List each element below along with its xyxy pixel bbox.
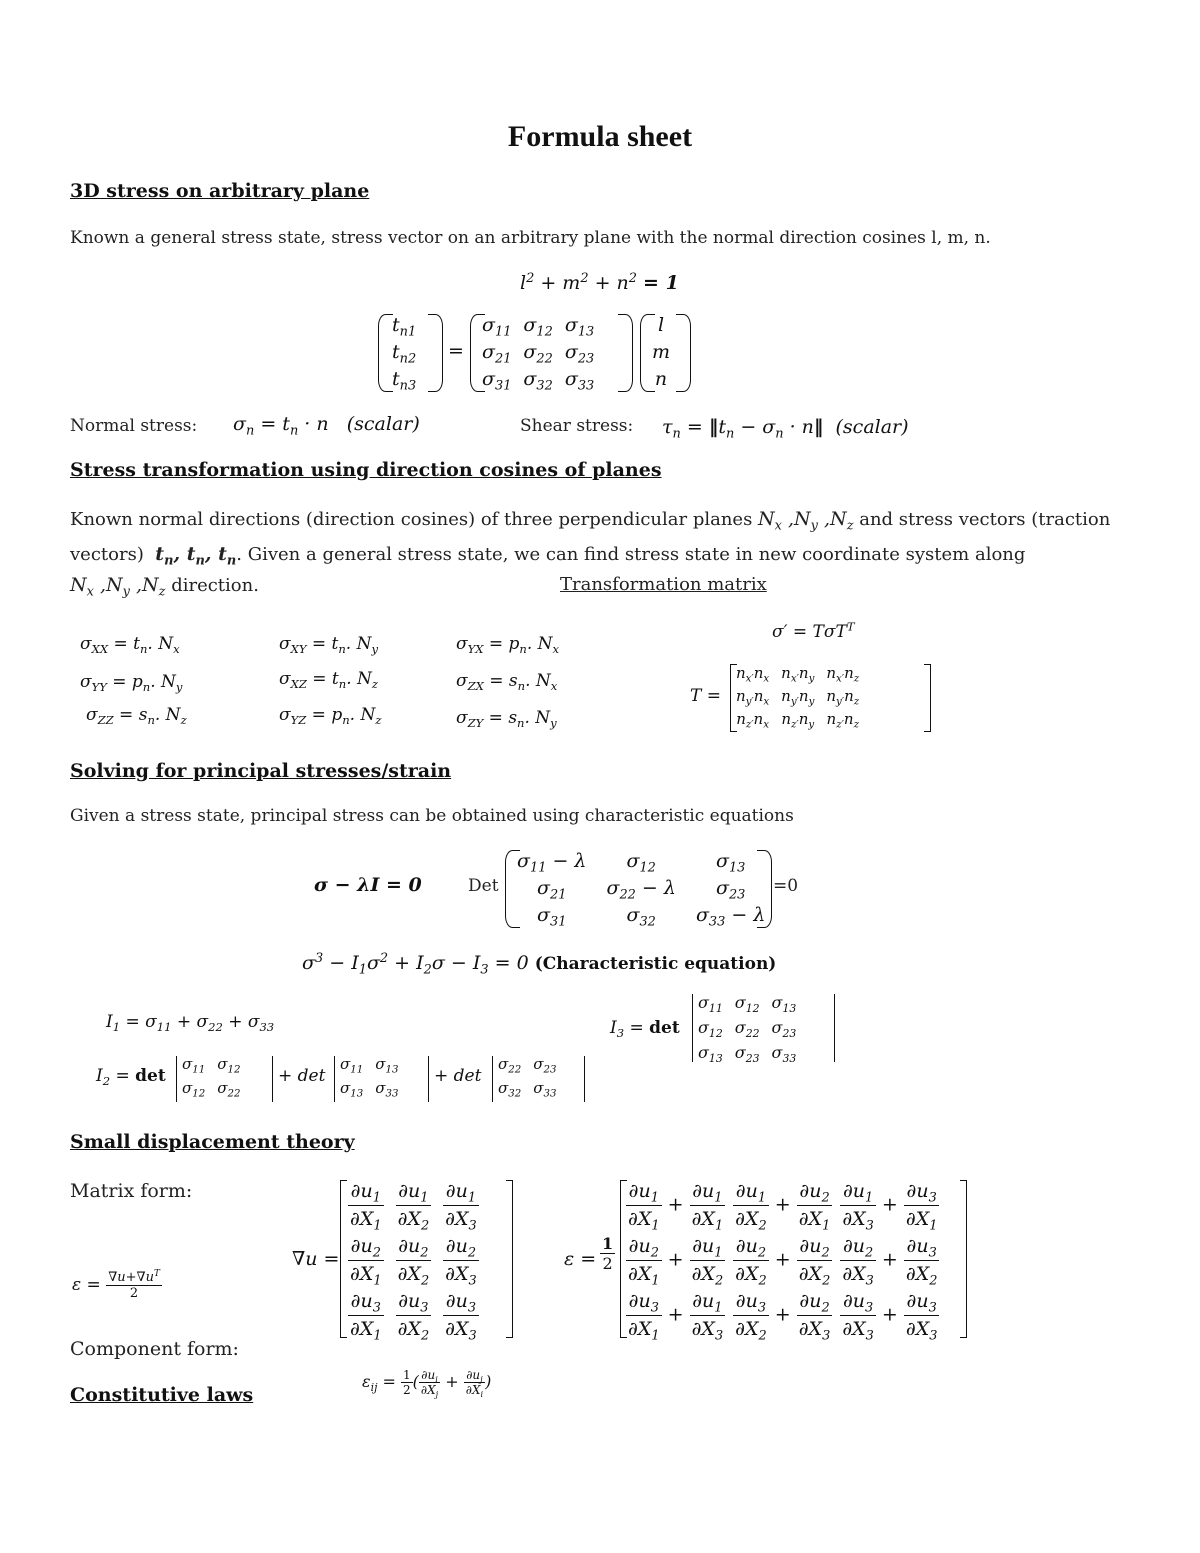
det-label: Det [468, 876, 499, 896]
eigen-equation: σ − λI = 0 [314, 874, 422, 896]
invariant-i1: $I_1 = \sigma_{11} + \sigma_{22} + \sigma_{33}$ [106, 1012, 275, 1035]
strain-matrix-definition: ε = $\frac{\nabla u+\nabla u^T}{2}$ [72, 1269, 160, 1301]
eq-sigma-zy: $\sigma_{ZY} = s_n$. $N_y$ [456, 708, 557, 731]
shear-stress-label: Shear stress: [520, 416, 634, 436]
eq-sigma-zx: $\sigma_{ZX} = s_n$. $N_x$ [456, 671, 558, 694]
formula-sheet-page: Formula sheet 3D stress on arbitrary plane Known a general stress state, stress vector on an arbitrary plane with the normal direction cosines l, m, n. $l^2 + m^2 + n^2 = 1$ $t_{n1}$ $t_{n2}$ $t_{n3}$ = $\sigma_{11}$ $\sigma_{12}$ $\sigma_{13}$ $\sigma_{21}$ $\sigma_{22}$ $\sigma_{23}$ $\sigma_{31}$ $\sigma_{32}$ $\sigma_{33}$ l m n Normal stress: $\sigma_n = t_n \cdot n$ (scalar) Shear stress: $\tau_n$ = $‖t_n - \sigma_n$ · n‖ (scalar) Stress transformation using direction cosines of planes Known normal directions (direction cosines) of three perpendicular planes $N_x$ $,N_y$ $,N_z$ and stress vectors (traction vectors) $t_n$, $t_n$, $t_n$. Given a general stress state, we can find stress state in new coordinate system along $N_x$ $,N_y$ $,N_z$ direction. Transformation matrix $\sigma_{XX} = t_n$. $N_x$ $\sigma_{YY} = p_n$. $N_y$ $\sigma_{ZZ} = s_n$. $N_z$ $\sigma_{XY} = t_n$. $N_y$ $\sigma_{XZ} = t_n$. $N_z$ $\sigma_{YZ} = p_n$. $N_z$ $\sigma_{YX} = p_n$. $N_x$ $\sigma_{ZX} = s_n$. $N_x$ $\sigma_{ZY} = s_n$. $N_y$ σ′ = TσT$^T$ T = $n_{x'}n_x$ $n_{x'}n_y$ $n_{x'}n_z$ $n_{y'}n_x$ $n_{y'}n_y$ $n_{y'}n_z$ $n_{z'}n_x$ $n_{z'}n_y$ $n_{z'}n_z$ Solving for principal stresses/strain Given a stress state, principal stress can be obtained using characteristic equations σ − λI = 0 Det $\sigma_{11} - \lambda$ $\sigma_{12}$ $\sigma_{13}$ $\sigma_{21}$ $\sigma_{22} - \lambda$ $\sigma_{23}$ $\sigma_{31}$ $\sigma_{32}$ $\sigma_{33} - \lambda$ =0 $\sigma^3 - I_1\sigma^2 + I_2\sigma - I_3 = 0$ (Characteristic equation) $I_1 = \sigma_{11} + \sigma_{22} + \sigma_{33}$ $I_3 = \det$ $\sigma_{11}$ $\sigma_{12}$ $\sigma_{13}$ $\sigma_{12}$ $\sigma_{22}$ $\sigma_{23}$ $\sigma_{13}$ $\sigma_{23}$ $\sigma_{33}$ $I_2 = \det$ $\sigma_{11}$ $\sigma_{12}$ $\sigma_{12}$ $\sigma_{22}$ + det $\sigma_{11}$ $\sigma_{13}$ $\sigma_{13}$ $\sigma_{33}$ + det $\sigma_{22}$ $\sigma_{23}$ $\sigma_{32}$ $\sigma_{33}$ Small displacement theory Matrix form: ε = $\frac{\nabla u+\nabla u^T}{2}$ ∇u = $\frac{\partial u_1}{\partial X_1}$ $\frac{\partial u_1}{\partial X_2}$ $\frac{\partial u_1}{\partial X_3}$ $\frac{\partial u_2}{\partial X_1}$ $\frac{\partial u_2}{\partial X_2}$ $\frac{\partial u_2}{\partial X_3}$ $\frac{\partial u_3}{\partial X_1}$ $\frac{\partial u_3}{\partial X_2}$ $\frac{\partial u_3}{\partial X_3}$ ε = $\frac{1}{2}$ $\frac{\partial u_1}{\partial X_1}$ + $\frac{\partial u_1}{\partial X_1}$ $\frac{\partial u_1}{\partial X_2}$ + $\frac{\partial u_2}{\partial X_1}$ $\frac{\partial u_1}{\partial X_3}$ + $\frac{\partial u_3}{\partial X_1}$ $\frac{\partial u_2}{\partial X_1}$ + $\frac{\partial u_1}{\partial X_2}$ $\frac{\partial u_2}{\partial X_2}$ + $\frac{\partial u_2}{\partial X_2}$ $\frac{\partial u_2}{\partial X_3}$ + $\frac{\partial u_3}{\partial X_2}$ $\frac{\partial u_3}{\partial X_1}$ + $\frac{\partial u_1}{\partial X_3}$ $\frac{\partial u_3}{\partial X_2}$ + $\frac{\partial u_2}{\partial X_3}$ $\frac{\partial u_3}{\partial X_3}$ + $\frac{\partial u_3}{\partial X_3}$ Component form: $\varepsilon_{ij}$ = $\frac{1}{2}$ ( $\frac{\partial u_i}{\partial X_j}$ + $\frac{\partial u_j}{\partial X_i}$ ) Constitutive laws [0, 0, 1200, 1553]
section-heading-stress-transformation: Stress transformation using direction cosines of planes [70, 459, 662, 481]
scalar-label-2: (scalar) [835, 416, 909, 438]
strain-component-equation: $\varepsilon_{ij}$ = $\frac{1}{2}$ ( $\frac{\partial u_i}{\partial X_j}$ + $\frac{\partial u_j}{\partial X_i}$ ) [362, 1368, 492, 1399]
eq-sigma-yy: $\sigma_{YY} = p_n$. $N_y$ [80, 672, 183, 695]
eq-sigma-xz: $\sigma_{XZ} = t_n$. $N_z$ [279, 669, 378, 692]
shear-stress-equation: $\tau_n$ = $‖t_n - \sigma_n$ · n‖ (scalar) [662, 416, 909, 442]
transformation-equation: σ′ = TσT$^T$ [772, 619, 855, 642]
matrix-form-label: Matrix form: [70, 1180, 193, 1202]
eq-sigma-zz: $\sigma_{ZZ} = s_n$. $N_z$ [86, 705, 187, 728]
section-heading-constitutive-laws: Constitutive laws [70, 1384, 254, 1406]
component-form-label: Component form: [70, 1338, 239, 1360]
section-2-line-2: vectors) $t_n$, $t_n$, $t_n$. Given a general stress state, we can find stress state in new coordinate system along [70, 543, 1026, 569]
eq-sigma-xx: $\sigma_{XX} = t_n$. $N_x$ [80, 634, 180, 657]
eq-sigma-xy: $\sigma_{XY} = t_n$. $N_y$ [279, 634, 378, 657]
normal-stress-label: Normal stress: [70, 416, 198, 436]
section-3-text: Given a stress state, principal stress can be obtained using characteristic equations [70, 806, 794, 826]
section-2-line-1: Known normal directions (direction cosines) of three perpendicular planes $N_x$ $,N_y$ $,N_z$ and stress vectors (traction [70, 508, 1111, 534]
characteristic-equation: $\sigma^3 - I_1\sigma^2 + I_2\sigma - I_3 = 0$ (Characteristic equation) [302, 950, 777, 978]
eq-sigma-yz: $\sigma_{YZ} = p_n$. $N_z$ [279, 705, 382, 728]
section-heading-3d-stress: 3D stress on arbitrary plane [70, 180, 370, 202]
normal-stress-equation: $\sigma_n = t_n \cdot n$ (scalar) [233, 413, 420, 439]
transformation-matrix-label: Transformation matrix [560, 574, 767, 595]
equals-zero: =0 [773, 876, 799, 896]
section-2-line-3: $N_x$ $,N_y$ $,N_z$ direction. [70, 574, 259, 600]
scalar-label: (scalar) [346, 413, 420, 435]
page-title: Formula sheet [507, 120, 693, 153]
section-1-text: Known a general stress state, stress vector on an arbitrary plane with the normal direction cosines l, m, n. [70, 228, 991, 248]
section-heading-small-displacement: Small displacement theory [70, 1131, 355, 1153]
eq-sigma-yx: $\sigma_{YX} = p_n$. $N_x$ [456, 634, 560, 657]
section-heading-principal-stresses: Solving for principal stresses/strain [70, 760, 452, 782]
unit-normal-equation: $l^2 + m^2 + n^2 = 1$ [520, 270, 679, 294]
